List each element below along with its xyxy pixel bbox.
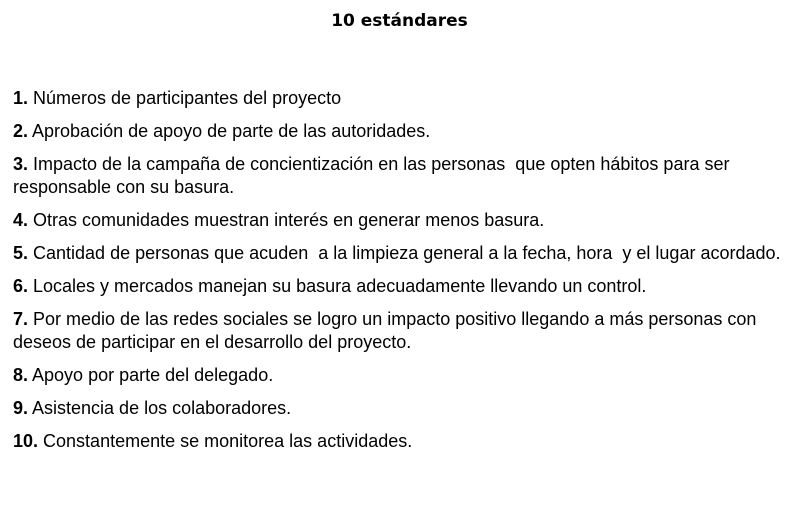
item-text: Asistencia de los colaboradores. bbox=[28, 398, 292, 418]
list-item bbox=[13, 308, 783, 354]
list-item bbox=[13, 275, 783, 298]
list-item bbox=[13, 153, 783, 199]
document-title: 10 estándares bbox=[331, 11, 468, 31]
list-item bbox=[13, 364, 783, 387]
item-text: Constantemente se monitorea las actividades. bbox=[38, 431, 413, 451]
item-number: 8. bbox=[13, 365, 29, 385]
item-number: 7. bbox=[13, 309, 29, 329]
item-number: 4. bbox=[13, 210, 29, 230]
list-item bbox=[13, 430, 783, 453]
item-number: 5. bbox=[13, 243, 29, 263]
item-number: 9. bbox=[13, 398, 29, 418]
standards-list bbox=[13, 87, 783, 463]
list-item bbox=[13, 87, 783, 110]
item-number: 3. bbox=[13, 154, 29, 174]
item-text: Por medio de las redes sociales se logro un impacto positivo llegando a más personas con deseos de participar en el desarrollo del proyecto. bbox=[13, 309, 762, 352]
item-text: Impacto de la campaña de concientización en las personas que opten hábitos para ser responsable con su basura. bbox=[13, 154, 735, 197]
item-text: Locales y mercados manejan su basura adecuadamente llevando un control. bbox=[28, 276, 647, 296]
item-number: 1. bbox=[13, 88, 29, 108]
item-text: Cantidad de personas que acuden a la limpieza general a la fecha, hora y el lugar acordado. bbox=[28, 243, 781, 263]
list-item bbox=[13, 397, 783, 420]
item-number: 2. bbox=[13, 121, 29, 141]
item-text: Aprobación de apoyo de parte de las autoridades. bbox=[28, 121, 431, 141]
item-text: Otras comunidades muestran interés en generar menos basura. bbox=[28, 210, 545, 230]
item-number: 10. bbox=[13, 431, 39, 451]
list-item bbox=[13, 209, 783, 232]
list-item bbox=[13, 120, 783, 143]
item-text: Números de participantes del proyecto bbox=[28, 88, 342, 108]
item-text: Apoyo por parte del delegado. bbox=[28, 365, 274, 385]
item-number: 6. bbox=[13, 276, 29, 296]
list-item bbox=[13, 242, 783, 265]
